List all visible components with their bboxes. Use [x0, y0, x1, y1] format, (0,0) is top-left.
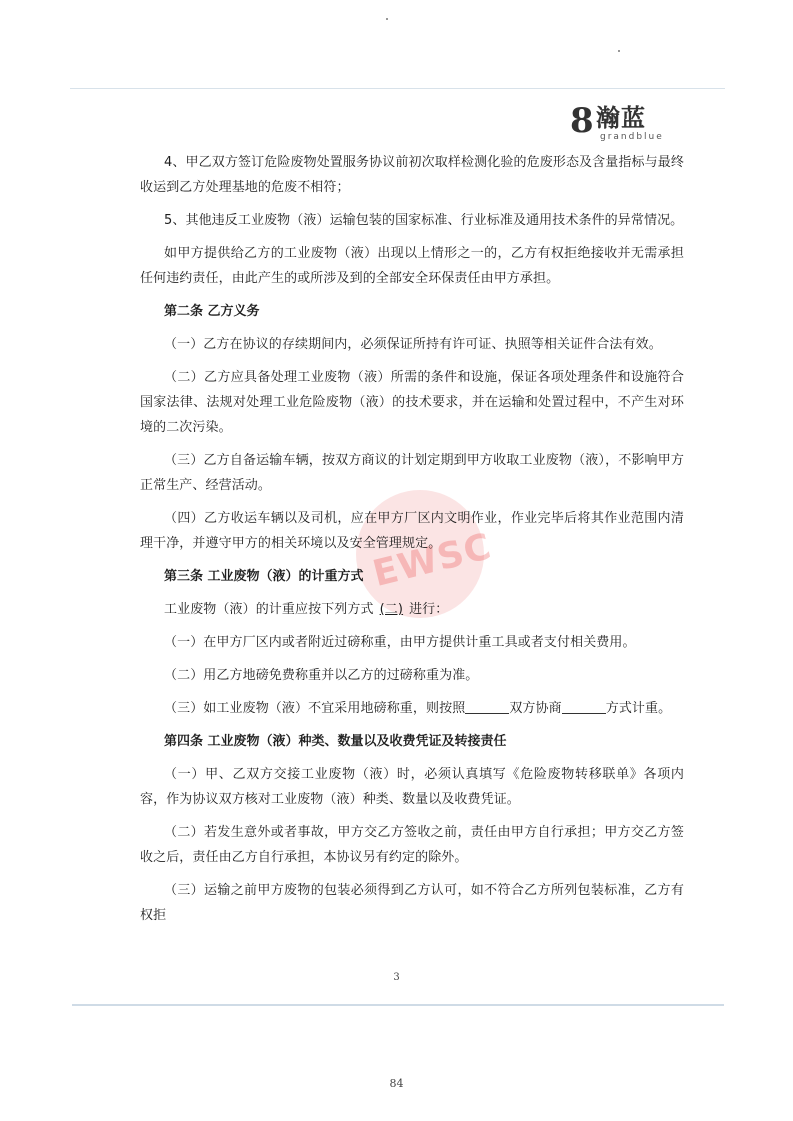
logo-name: 瀚蓝	[596, 104, 646, 132]
intro-value: (二)	[379, 602, 404, 617]
article-item: （二）若发生意外或者事故，甲方交乙方签收之前，责任由甲方自行承担；甲方交乙方签收之后，责任由乙方自行承担，本协议另有约定的除外。	[140, 825, 684, 865]
article-heading: 第四条 工业废物（液）种类、数量以及收费凭证及转接责任	[164, 734, 507, 749]
article-heading: 第三条 工业废物（液）的计重方式	[164, 569, 364, 584]
scan-speck	[386, 18, 388, 20]
article-intro	[140, 597, 684, 622]
item-value: 双方协商	[509, 701, 562, 716]
article-item: （二）乙方应具备处理工业废物（液）所需的条件和设施，保证各项处理条件和设施符合国家法律、法规对处理工业危险废物（液）的技术要求，并在运输和处置过程中，不产生对环境的二次污染。	[140, 370, 684, 435]
article-item: （三）乙方自备运输车辆，按双方商议的计划定期到甲方收取工业废物（液），不影响甲方正常生产、经营活动。	[140, 453, 684, 493]
item-text: （三）如工业废物（液）不宜采用地磅称重，则按照	[164, 701, 466, 716]
company-logo	[570, 102, 670, 146]
scan-speck	[618, 50, 620, 52]
article-item: （一）甲、乙双方交接工业废物（液）时，必须认真填写《危险废物转移联单》各项内容，作为协议双方核对工业废物（液）种类、数量以及收费凭证。	[140, 767, 684, 807]
scan-page-number: 84	[389, 1077, 404, 1090]
document-body	[140, 150, 684, 936]
footer-rule	[72, 1004, 724, 1006]
intro-text: 工业废物（液）的计重应按下列方式	[164, 602, 374, 617]
paragraph: 如甲方提供给乙方的工业废物（液）出现以上情形之一的，乙方有权拒绝接收并无需承担任何违约责任，由此产生的或所涉及到的全部安全环保责任由甲方承担。	[140, 246, 684, 286]
logo-subtitle: grandblue	[600, 132, 664, 142]
blank-line	[562, 699, 606, 714]
article-item: （二）用乙方地磅免费称重并以乙方的过磅称重为准。	[164, 668, 479, 683]
blank-line	[465, 699, 509, 714]
page-number: 3	[393, 972, 400, 983]
article-item: （一）乙方在协议的存续期间内，必须保证所持有许可证、执照等相关证件合法有效。	[164, 337, 662, 352]
article-item: （三）运输之前甲方废物的包装必须得到乙方认可，如不符合乙方所列包装标准，乙方有权拒	[140, 883, 684, 923]
intro-text-after: 进行：	[409, 602, 449, 617]
article-item: （四）乙方收运车辆以及司机，应在甲方厂区内文明作业，作业完毕后将其作业范围内清理干净，并遵守甲方的相关环境以及安全管理规定。	[140, 511, 684, 551]
article-item: （一）在甲方厂区内或者附近过磅称重，由甲方提供计重工具或者支付相关费用。	[164, 635, 636, 650]
article-item	[140, 696, 684, 721]
header-rule	[70, 88, 725, 89]
logo-mark: 8	[570, 101, 594, 141]
paragraph: 4、甲乙双方签订危险废物处置服务协议前初次取样检测化验的危废形态及含量指标与最终收运到乙方处理基地的危废不相符；	[140, 155, 684, 195]
article-heading: 第二条 乙方义务	[164, 304, 260, 319]
seal-watermark-text: EWSC	[368, 526, 496, 595]
paragraph: 5、其他违反工业废物（液）运输包装的国家标准、行业标准及通用技术条件的异常情况。	[164, 213, 684, 228]
item-text-after: 方式计重。	[605, 701, 672, 716]
